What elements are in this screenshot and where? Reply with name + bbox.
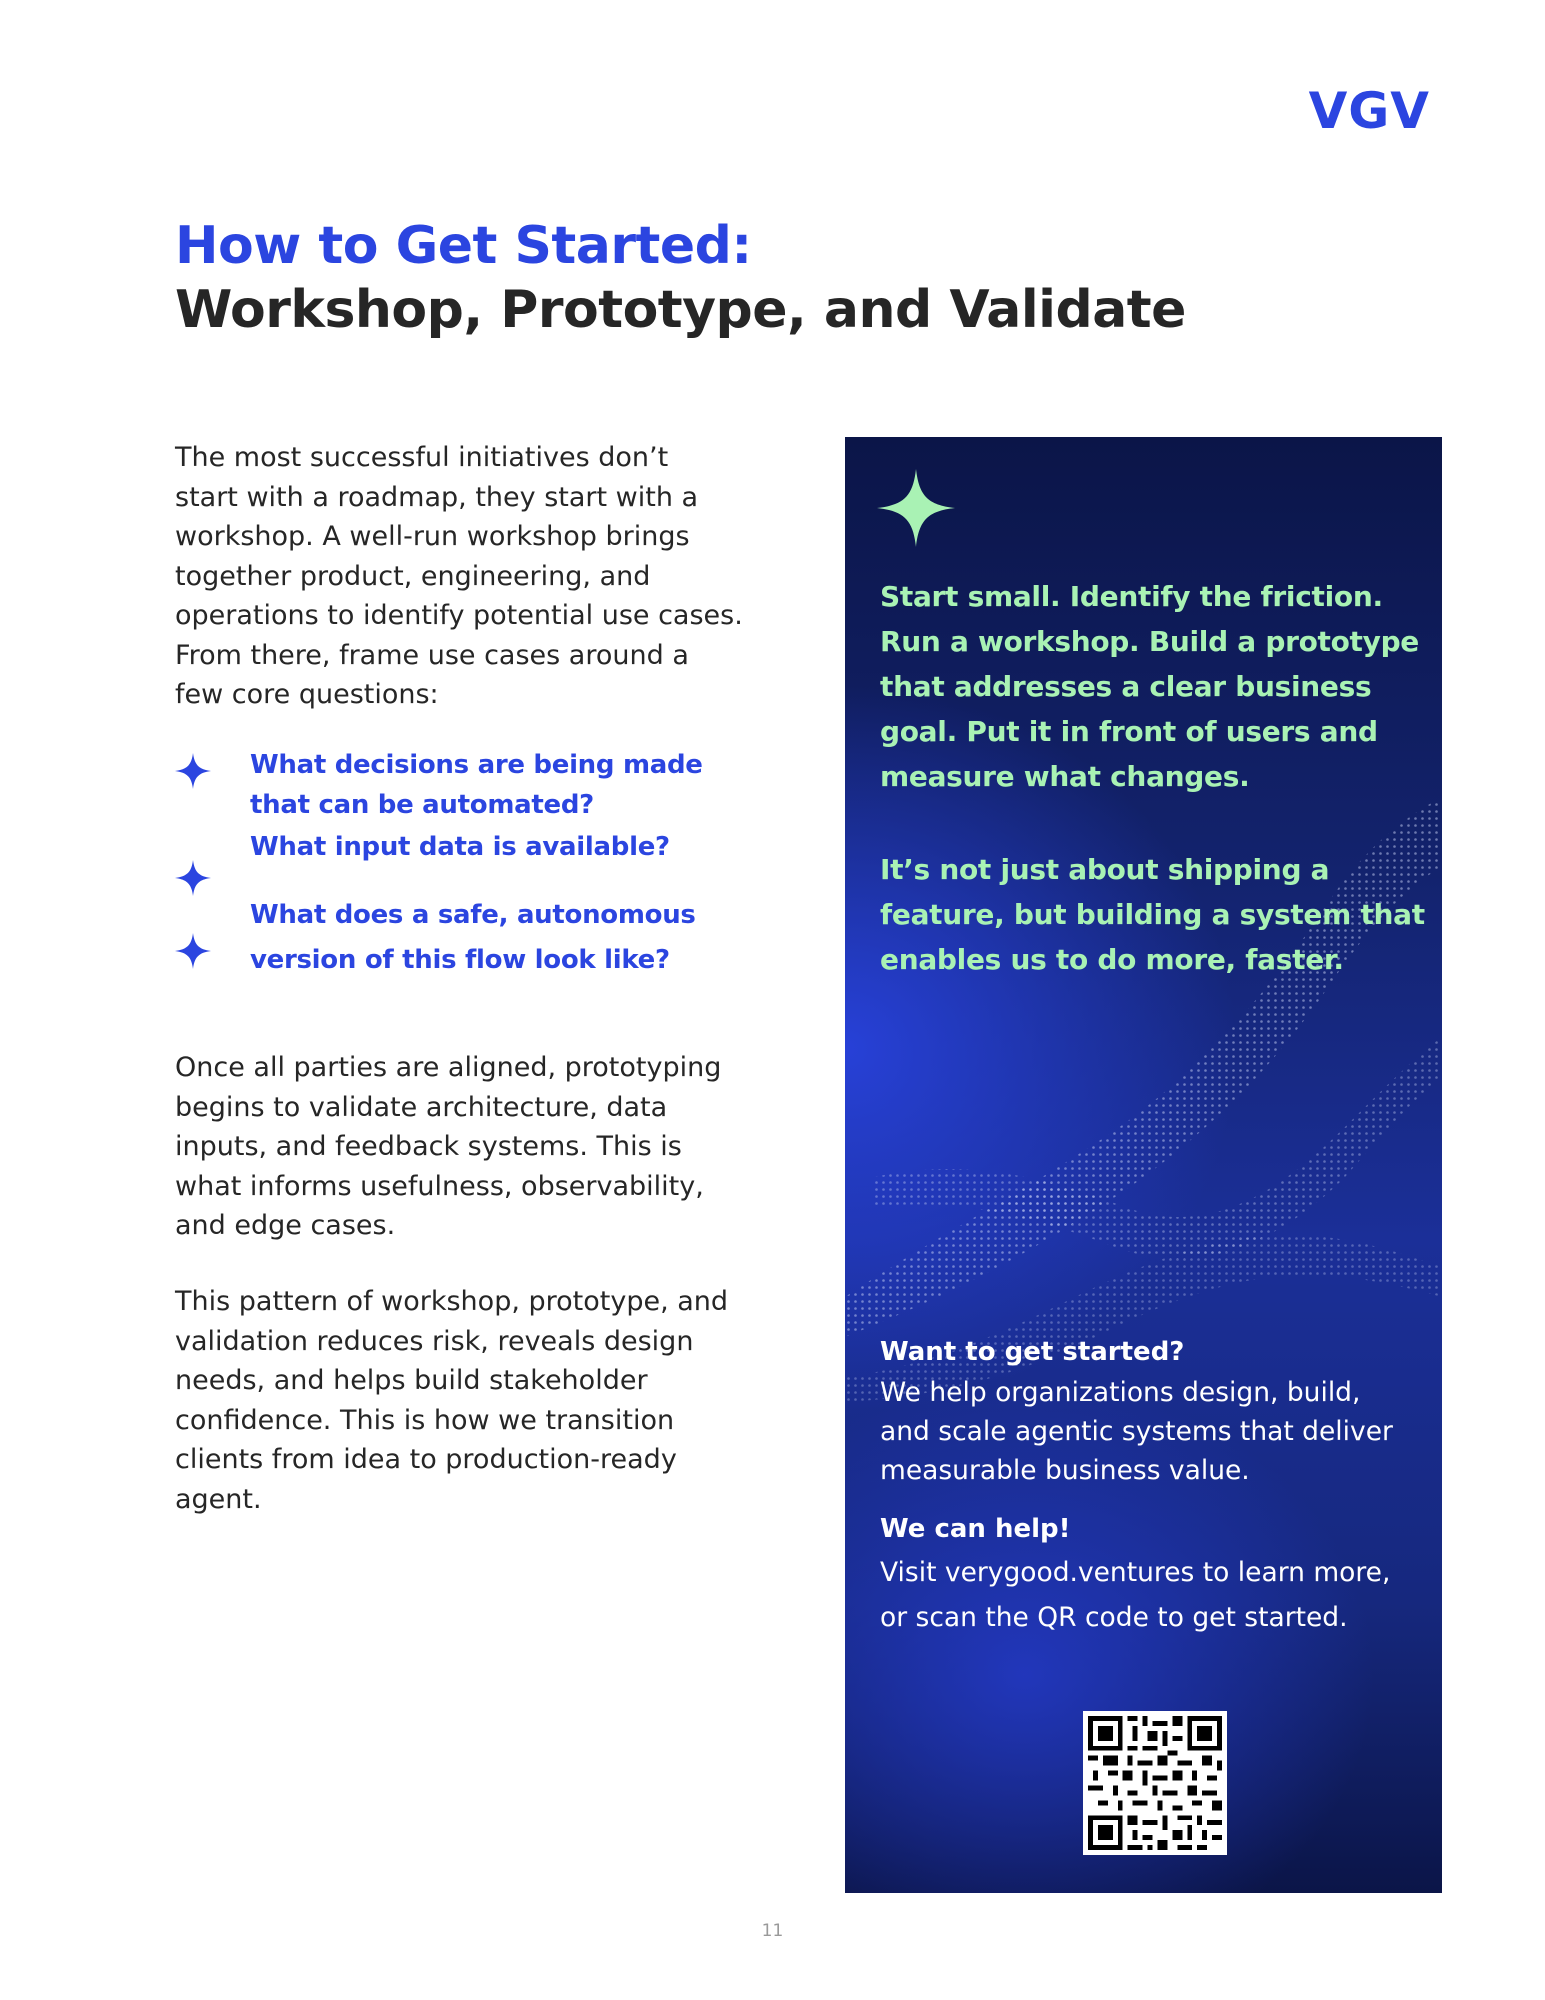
- quote-line: Run a workshop. Build a prototype: [880, 625, 1419, 658]
- cta-heading-we-can-help: We can help!: [880, 1514, 1071, 1544]
- quote-line: goal. Put it in front of users and: [880, 715, 1378, 748]
- quote-primary: [880, 574, 1425, 799]
- cta-line: We help organizations design, build,: [880, 1377, 1361, 1408]
- quote-secondary: [880, 847, 1425, 982]
- question-item: [250, 827, 770, 867]
- title-line-2: Workshop, Prototype, and Validate: [175, 280, 1186, 340]
- cta-body-get-started: [880, 1373, 1435, 1490]
- text-line: operations to identify potential use cases.: [175, 600, 743, 631]
- qr-code-icon[interactable]: [1083, 1711, 1227, 1855]
- cta-line: measurable business value.: [880, 1455, 1250, 1486]
- quote-line: measure what changes.: [880, 760, 1250, 793]
- text-line: needs, and helps build stakeholder: [175, 1365, 648, 1396]
- intro-paragraph: [175, 438, 765, 715]
- quote-line: It’s not just about shipping a: [880, 853, 1330, 886]
- question-line: What does a safe, autonomous: [250, 900, 696, 930]
- cta-line: or scan the QR code to get started.: [880, 1602, 1348, 1633]
- text-line: inputs, and feedback systems. This is: [175, 1131, 682, 1162]
- text-line: what informs usefulness, observability,: [175, 1170, 704, 1202]
- text-line: few core questions:: [175, 679, 439, 710]
- text-line: begins to validate architecture, data: [175, 1091, 668, 1123]
- cta-line: Visit verygood.ventures to learn more,: [880, 1557, 1391, 1588]
- text-line: From there, frame use cases around a: [175, 639, 689, 671]
- quote-line: feature, but building a system that: [880, 898, 1425, 931]
- text-line: confidence. This is how we transition: [175, 1404, 675, 1436]
- question-item: [250, 745, 770, 825]
- sparkle-bullet-icon: [175, 860, 211, 896]
- quote-line: Start small. Identify the friction.: [880, 580, 1383, 613]
- question-item: [250, 893, 770, 983]
- sparkle-bullet-icon: [175, 753, 211, 789]
- title-line-1: How to Get Started:: [175, 216, 752, 276]
- text-line: validation reduces risk, reveals design: [175, 1325, 694, 1357]
- sparkle-icon: [877, 469, 955, 547]
- text-line: Once all parties are aligned, prototyping: [175, 1052, 722, 1083]
- page-number: 11: [761, 1921, 784, 1941]
- text-line: This pattern of workshop, prototype, and: [175, 1286, 729, 1317]
- cta-line: and scale agentic systems that deliver: [880, 1416, 1393, 1447]
- text-line: and edge cases.: [175, 1210, 396, 1241]
- quote-line: that addresses a clear business: [880, 670, 1372, 703]
- prototyping-paragraph: [175, 1048, 765, 1246]
- pattern-paragraph: [175, 1282, 765, 1519]
- text-line: The most successful initiatives don’t: [175, 442, 669, 473]
- text-line: workshop. A well-run workshop brings: [175, 521, 690, 552]
- cta-body-we-can-help: [880, 1550, 1435, 1640]
- callout-panel: [845, 437, 1442, 1893]
- text-line: clients from idea to production-ready: [175, 1444, 677, 1475]
- question-line: that can be automated?: [250, 790, 594, 820]
- sparkle-bullet-icon: [175, 933, 211, 969]
- question-line: version of this flow look like?: [250, 945, 670, 975]
- quote-line: enables us to do more, faster.: [880, 943, 1344, 976]
- text-line: together product, engineering, and: [175, 560, 651, 592]
- text-line: start with a roadmap, they start with a: [175, 481, 699, 513]
- vgv-logo: VGV: [1308, 82, 1430, 140]
- question-line: What decisions are being made: [250, 750, 703, 780]
- text-line: agent.: [175, 1483, 262, 1515]
- cta-heading-get-started: Want to get started?: [880, 1337, 1185, 1367]
- question-line: What input data is available?: [250, 832, 670, 862]
- page-title: [175, 214, 1186, 342]
